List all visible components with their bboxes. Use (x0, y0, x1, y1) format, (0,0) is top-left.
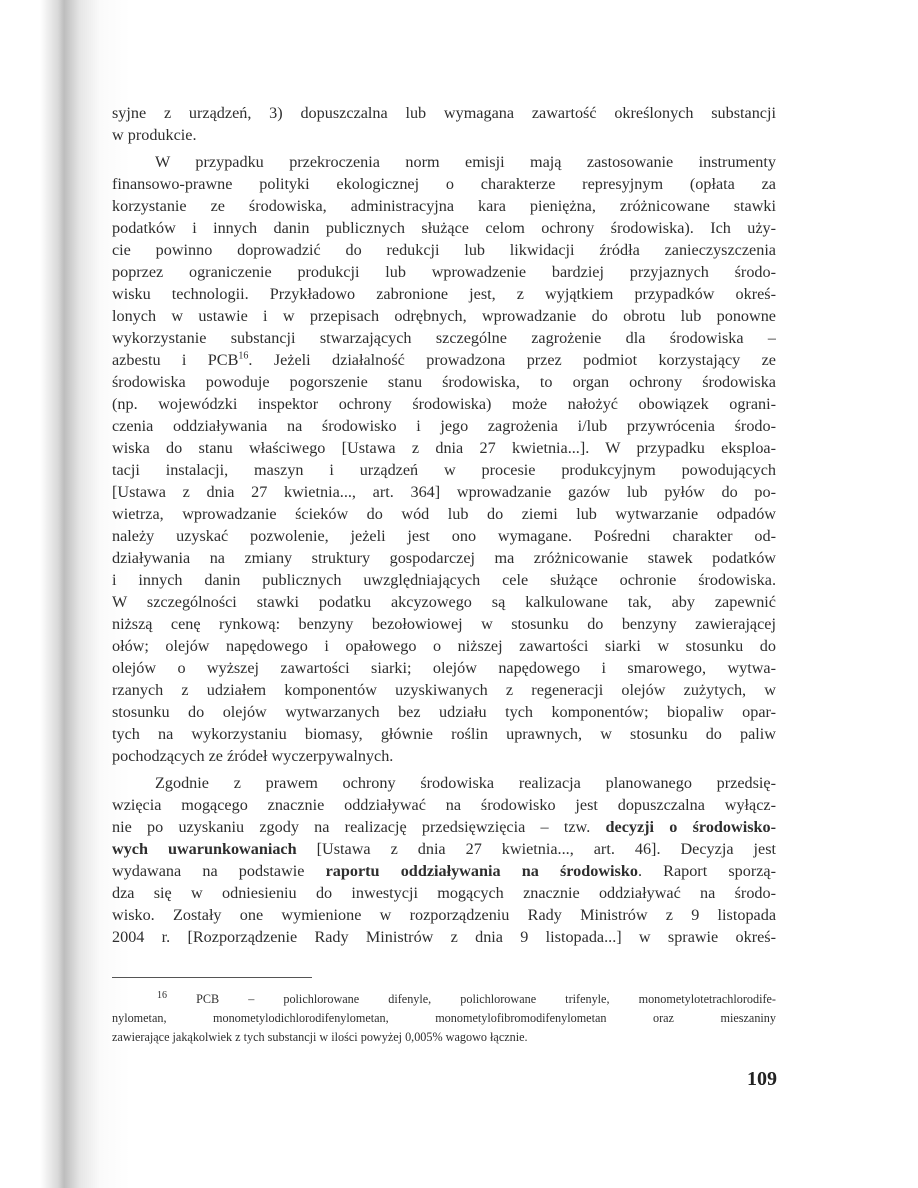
text-segment: czenia oddziaływania na środowisko i jego zagrożenia i/lub przywrócenia środo- (112, 417, 776, 435)
text-segment: (np. wojewódzki inspektor ochrony środowiska) może nałożyć obowiązek ograni- (112, 395, 776, 413)
footnote-divider (112, 977, 312, 978)
footnote-line (112, 1028, 776, 1047)
text-segment: korzystanie ze środowiska, administracyjna kara pieniężna, zróżnicowane stawki (112, 197, 776, 215)
text-line (112, 195, 776, 217)
footnote-text: zawierające jakąkolwiek z tych substancji w ilości powyżej 0,005% wagowo łącznie. (112, 1030, 528, 1044)
text-line (112, 657, 776, 679)
text-segment: w produkcie. (112, 126, 197, 144)
text-line (112, 838, 776, 860)
text-segment: [Ustawa z dnia 27 kwietnia..., art. 46]. Decyzja jest (296, 840, 776, 858)
text-segment: wiska do stanu właściwego [Ustawa z dnia 27 kwietnia...]. W przypadku eksploa- (112, 439, 776, 457)
text-segment: poprzez ograniczenie produkcji lub wprowadzenie bardziej przyjaznych środo- (112, 263, 776, 281)
text-line (112, 772, 776, 794)
bold-term: decyzji o środowisko- (605, 818, 776, 836)
text-segment: wisko. Zostały one wymienione w rozporządzeniu Rady Ministrów z 9 listopada (112, 906, 776, 924)
text-line (112, 151, 776, 173)
text-line (112, 415, 776, 437)
footnote-text: nylometan, monometylodichlorodifenylometan, monometylofibromodifenylometan oraz mieszaniny (112, 1011, 776, 1025)
text-line (112, 305, 776, 327)
text-segment: podatków i innych danin publicznych służące celom ochrony środowiska). Ich uży- (112, 219, 776, 237)
text-line (112, 349, 776, 371)
text-line (112, 239, 776, 261)
footnote (112, 990, 776, 1047)
text-line (112, 569, 776, 591)
text-segment: tych na wykorzystaniu biomasy, głównie roślin uprawnych, w stosunku do paliw (112, 725, 776, 743)
text-line (112, 525, 776, 547)
text-segment: 2004 r. [Rozporządzenie Rady Ministrów z dnia 9 listopada...] w sprawie okreś- (112, 928, 776, 946)
body-text (112, 102, 776, 948)
text-line (112, 481, 776, 503)
text-segment: . Raport sporzą- (637, 862, 776, 880)
text-line (112, 283, 776, 305)
text-segment: W szczególności stawki podatku akcyzowego są kalkulowane tak, aby zapewnić (112, 593, 776, 611)
text-line (112, 794, 776, 816)
text-segment: wzięcia mogącego znacznie oddziaływać na środowisko jest dopuszczalna wyłącz- (112, 796, 776, 814)
text-line (112, 904, 776, 926)
bold-term: wych uwarunkowaniach (112, 840, 297, 858)
text-line (112, 745, 776, 767)
text-line (112, 217, 776, 239)
text-line (112, 371, 776, 393)
text-line (112, 437, 776, 459)
text-segment: syjne z urządzeń, 3) dopuszczalna lub wymagana zawartość określonych substancji (112, 104, 776, 122)
footnote-line (112, 1009, 776, 1028)
text-segment: pochodzących ze źródeł wyczerpywalnych. (112, 747, 394, 765)
text-segment: . Jeżeli działalność prowadzona przez podmiot korzystający ze (248, 351, 776, 369)
text-line (112, 723, 776, 745)
text-segment: olejów o wyższej zawartości siarki; olejów napędowego i smarowego, wytwa- (112, 659, 776, 677)
text-line (112, 503, 776, 525)
footnote-text: PCB – polichlorowane difenyle, polichlorowane trifenyle, monometylotetrachlorodife- (196, 992, 776, 1006)
text-line (112, 124, 776, 146)
text-segment: dza się w odniesieniu do inwestycji mogących znacznie oddziaływać na środo- (112, 884, 776, 902)
text-line (112, 679, 776, 701)
text-segment: nie po uzyskaniu zgody na realizację przedsięwzięcia – tzw. (112, 818, 606, 836)
text-segment: wisku technologii. Przykładowo zabronione jest, z wyjątkiem przypadków okreś- (112, 285, 776, 303)
text-line (112, 261, 776, 283)
text-segment: tacji instalacji, maszyn i urządzeń w procesie produkcyjnym powodujących (112, 461, 776, 479)
text-line (112, 591, 776, 613)
text-segment: działywania na zmiany struktury gospodarczej ma zróżnicowanie stawek podatków (112, 549, 776, 567)
text-line (112, 926, 776, 948)
text-segment: [Ustawa z dnia 27 kwietnia..., art. 364] wprowadzanie gazów lub pyłów do po- (112, 483, 776, 501)
text-line (112, 882, 776, 904)
text-segment: azbestu i PCB (112, 351, 239, 369)
text-segment: finansowo-prawne polityki ekologicznej o charakterze represyjnym (opłata za (112, 175, 776, 193)
page-number: 109 (747, 1068, 777, 1090)
text-segment: W przypadku przekroczenia norm emisji mają zastosowanie instrumenty (155, 153, 776, 171)
text-line (112, 860, 776, 882)
text-segment: lonych w ustawie i w przepisach odrębnych, wprowadzanie do obrotu lub ponowne (112, 307, 776, 325)
text-line (112, 393, 776, 415)
text-segment: środowiska powoduje pogorszenie stanu środowiska, to organ ochrony środowiska (112, 373, 776, 391)
text-line (112, 327, 776, 349)
text-segment: rzanych z udziałem komponentów uzyskiwanych z regeneracji olejów zużytych, w (112, 681, 776, 699)
text-line (112, 701, 776, 723)
footnote-reference[interactable]: 16 (238, 350, 249, 362)
footnote-number: 16 (157, 990, 167, 1001)
footnote-line (112, 990, 776, 1009)
text-line (112, 635, 776, 657)
text-segment: ołów; olejów napędowego i opałowego o niższej zawartości siarki w stosunku do (112, 637, 776, 655)
text-line (112, 816, 776, 838)
text-segment: Zgodnie z prawem ochrony środowiska realizacja planowanego przedsię- (155, 774, 776, 792)
text-segment: wietrza, wprowadzanie ścieków do wód lub do ziemi lub wytwarzanie odpadów (112, 505, 776, 523)
text-segment: niższą cenę rynkową: benzyny bezołowiowej w stosunku do benzyny zawierającej (112, 615, 776, 633)
text-line (112, 613, 776, 635)
text-segment: cie powinno doprowadzić do redukcji lub likwidacji źródła zanieczyszczenia (112, 241, 776, 259)
text-segment: należy uzyskać pozwolenie, jeżeli jest ono wymagane. Pośredni charakter od- (112, 527, 776, 545)
text-line (112, 102, 776, 124)
text-segment: stosunku do olejów wytwarzanych bez udziału tych komponentów; biopaliw opar- (112, 703, 776, 721)
text-line (112, 173, 776, 195)
text-segment: i innych danin publicznych uwzględniających cele służące ochronie środowiska. (112, 571, 776, 589)
text-line (112, 459, 776, 481)
text-line (112, 547, 776, 569)
text-segment: wydawana na podstawie (112, 862, 326, 880)
text-segment: wykorzystanie substancji stwarzających szczególne zagrożenie dla środowiska – (112, 329, 776, 347)
bold-term: raportu oddziaływania na środowisko (325, 862, 638, 880)
